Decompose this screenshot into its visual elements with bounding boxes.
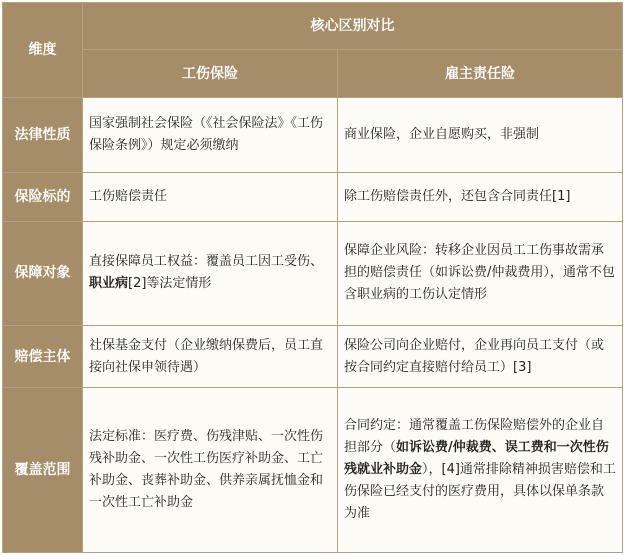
dimension-header: 维度: [3, 3, 83, 98]
cell-text: 法定标准：医疗费、伤残津贴、一次性伤残补助金、一次性工伤医疗补助金、工亡补助金、丧葬补助金、供养亲属抚恤金和一次性工亡补助金: [89, 429, 324, 511]
cell-text: 社保基金支付（企业缴纳保费后，员工直接向社保申领待遇）: [89, 337, 324, 375]
cell-text: 商业保险，企业自愿购买，非强制: [344, 126, 540, 142]
employer-liability-cell: [338, 172, 623, 221]
work-injury-cell: [83, 326, 338, 388]
comparison-table: [2, 2, 623, 553]
employer-liability-cell: [338, 326, 623, 388]
table-row: [3, 388, 623, 553]
row-dimension-label: 保险标的: [3, 172, 83, 221]
header-row-group: [3, 3, 623, 50]
cell-text: 合同约定：通常覆盖工伤保险赔偿外的企业自担部分（: [344, 418, 605, 456]
column-header-work-injury: 工伤保险: [83, 50, 338, 98]
row-dimension-label: 赔偿主体: [3, 326, 83, 388]
cell-text: 工伤赔偿责任: [89, 188, 168, 204]
header-row-columns: [3, 50, 623, 98]
comparison-group-header: 核心区别对比: [83, 3, 623, 50]
emphasis-text: 职业病: [89, 276, 129, 292]
cell-text: 保险公司向企业赔付，企业再向员工支付（或按合同约定直接赔付给员工）[3]: [344, 337, 605, 375]
table-row: [3, 221, 623, 325]
work-injury-cell: [83, 172, 338, 221]
cell-text: 保障企业风险：转移企业因员工工伤事故需承担的赔偿责任（如诉讼费/仲裁费用），通常不包含职业病的工伤认定情形: [344, 243, 615, 303]
row-dimension-label: 覆盖范围: [3, 388, 83, 553]
table-row: [3, 326, 623, 388]
emphasis-text: 如诉讼费/仲裁费、误工费和一次性伤残就业补助金: [344, 440, 609, 478]
table-row: [3, 172, 623, 221]
table-row: [3, 98, 623, 172]
cell-text: ），[4]通常排除精神损害赔偿和工伤保险已经支付的医疗费用，具体以保单条款为准: [344, 462, 616, 522]
employer-liability-cell: [338, 388, 623, 553]
cell-text: [2]等法定情形: [128, 276, 212, 292]
employer-liability-cell: [338, 221, 623, 325]
work-injury-cell: [83, 98, 338, 172]
column-header-employer-liability: 雇主责任险: [338, 50, 623, 98]
row-dimension-label: 保障对象: [3, 221, 83, 325]
cell-text: 国家强制社会保险（《社会保险法》《工伤保险条例》）规定必须缴纳: [89, 115, 324, 153]
cell-text: 直接保障员工权益：覆盖员工因工受伤、: [89, 254, 324, 270]
cell-text: 除工伤赔偿责任外，还包含合同责任[1]: [344, 188, 571, 204]
work-injury-cell: [83, 221, 338, 325]
employer-liability-cell: [338, 98, 623, 172]
row-dimension-label: 法律性质: [3, 98, 83, 172]
work-injury-cell: [83, 388, 338, 553]
